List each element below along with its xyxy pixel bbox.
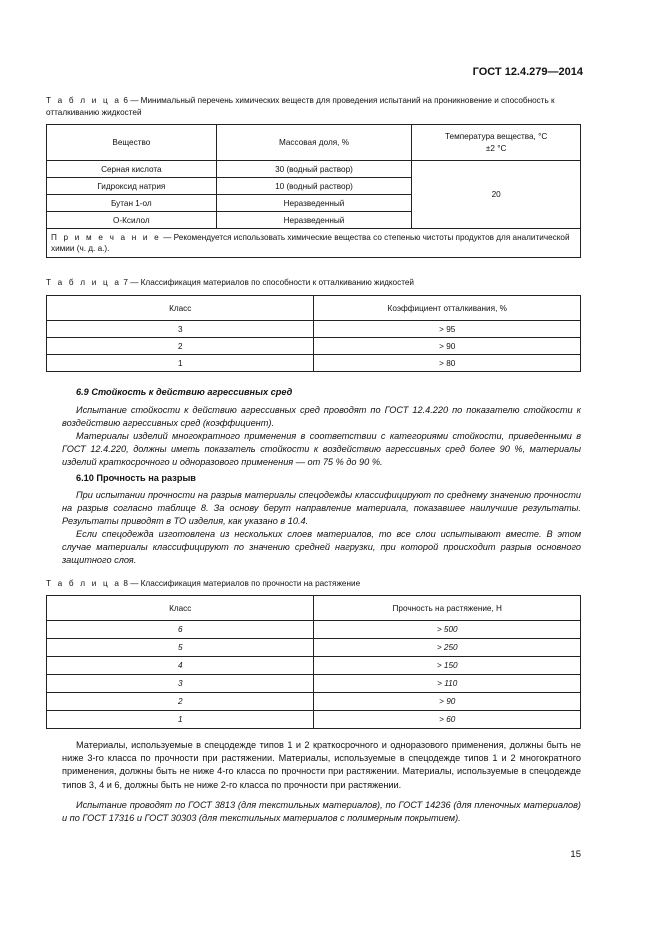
- table8-cell: > 150: [314, 657, 581, 675]
- closing-paragraph-1: Материалы, используемые в спецодежде типов 1 и 2 краткосрочного и одноразового применения, должны быть не ниже 3-го класса по прочности при растяжении. Материалы, используемые в спецодежде типов 1 и 2 многократного применения, должны быть не ниже 4-го класса по прочности при растяжении. Материалы, используемые в спецодежде типов 3, 4 и 6, должны быть не ниже 2-го класса по прочности при растяжении.: [62, 740, 581, 790]
- table8-header-class: Класс: [47, 596, 314, 621]
- table7-cell: > 95: [314, 321, 581, 338]
- page-number: 15: [570, 849, 581, 860]
- table7-cell: > 90: [314, 338, 581, 355]
- section-6-10-paragraph-2: Если спецодежда изготовлена из нескольких слоев материалов, то все слои испытывают вместе. В этом случае материалы классифицируют по значению средней нагрузки, при которой происходит разрыв основного защитного слоя.: [62, 529, 581, 566]
- table8-cell: 5: [47, 639, 314, 657]
- table-row: [47, 693, 581, 711]
- section-6-9-paragraph-1: Испытание стойкости к действию агрессивных сред проводят по ГОСТ 12.4.220 по показателю стойкости к воздействию агрессивных сред (коэффициент).: [62, 405, 581, 429]
- table6-cell: О-Ксилол: [47, 212, 217, 229]
- closing-paragraph-2: Испытание проводят по ГОСТ 3813 (для текстильных материалов), по ГОСТ 14236 (для пленочных материалов) и по ГОСТ 17316 и ГОСТ 30303 (для текстильных материалов с полимерным покрытием).: [62, 800, 581, 824]
- table6-cell: Неразведенный: [216, 212, 412, 229]
- table6-cell: 30 (водный раствор): [216, 161, 412, 178]
- table8-cell: 6: [47, 621, 314, 639]
- document-id: ГОСТ 12.4.279—2014: [472, 66, 583, 78]
- table8-cell: > 110: [314, 675, 581, 693]
- table6-header-substance: Вещество: [47, 125, 217, 161]
- table8-cell: 3: [47, 675, 314, 693]
- table8-cell: > 90: [314, 693, 581, 711]
- table8-header-strength: Прочность на растяжение, Н: [314, 596, 581, 621]
- table8-cell: 4: [47, 657, 314, 675]
- table8-cell: 2: [47, 693, 314, 711]
- table7-header-class: Класс: [47, 296, 314, 321]
- table6-cell: Гидроксид натрия: [47, 178, 217, 195]
- table6-temperature-value: 20: [412, 161, 581, 229]
- table-row: [47, 621, 581, 639]
- table8: [46, 595, 581, 729]
- table7-cell: 2: [47, 338, 314, 355]
- table8-caption: Т а б л и ц а 8 — Классификация материалов по прочности на растяжение: [46, 579, 361, 588]
- table-row: [47, 321, 581, 338]
- table6-cell: Серная кислота: [47, 161, 217, 178]
- table7: [46, 295, 581, 372]
- section-6-9-title: 6.9 Стойкость к действию агрессивных сред: [76, 387, 293, 397]
- table8-cell: 1: [47, 711, 314, 729]
- table-row: [47, 161, 581, 178]
- table6-cell: Бутан 1-ол: [47, 195, 217, 212]
- table-row: [47, 639, 581, 657]
- table6-caption: Т а б л и ц а 6 — Минимальный перечень химических веществ для проведения испытаний на проникновение и способность к отталкиванию жидкостей: [46, 96, 555, 117]
- section-6-9-paragraph-2: Материалы изделий многократного применения в соответствии с категориями стойкости, приведенными в ГОСТ 12.4.220, должны иметь показатель стойкости к воздействию агрессивных сред более 90 %, материалы изделий краткосрочного и одноразового применения — от 75 % до 90 %.: [62, 431, 581, 468]
- table6-header-fraction: Массовая доля, %: [216, 125, 412, 161]
- table7-cell: > 80: [314, 355, 581, 372]
- table7-caption: Т а б л и ц а 7 — Классификация материалов по способности к отталкиванию жидкостей: [46, 278, 414, 287]
- table6-cell: Неразведенный: [216, 195, 412, 212]
- section-6-10-title: 6.10 Прочность на разрыв: [76, 473, 196, 483]
- table6-note: П р и м е ч а н и е — Рекомендуется использовать химические вещества со степенью чистоты продуктов для аналитической химии (ч. д. а.).: [47, 229, 581, 258]
- table-row: [47, 711, 581, 729]
- table8-cell: > 60: [314, 711, 581, 729]
- table7-cell: 3: [47, 321, 314, 338]
- table6-cell: 10 (водный раствор): [216, 178, 412, 195]
- table-row: [47, 675, 581, 693]
- table-row: [47, 355, 581, 372]
- table7-header-coefficient: Коэффициент отталкивания, %: [314, 296, 581, 321]
- table6-header-temperature: Температура вещества, °С ±2 °С: [412, 125, 581, 161]
- table6: [46, 124, 581, 258]
- table-row: [47, 657, 581, 675]
- section-6-10-paragraph-1: При испытании прочности на разрыв материалы спецодежды классифицируют по среднему значению прочности на разрыв согласно таблице 8. За основу берут направление материала, показавшее наилучшие результаты. Результаты приводят в ТО изделия, как указано в 10.4.: [62, 490, 581, 527]
- table8-cell: > 250: [314, 639, 581, 657]
- table8-cell: > 500: [314, 621, 581, 639]
- table7-cell: 1: [47, 355, 314, 372]
- table-row: [47, 338, 581, 355]
